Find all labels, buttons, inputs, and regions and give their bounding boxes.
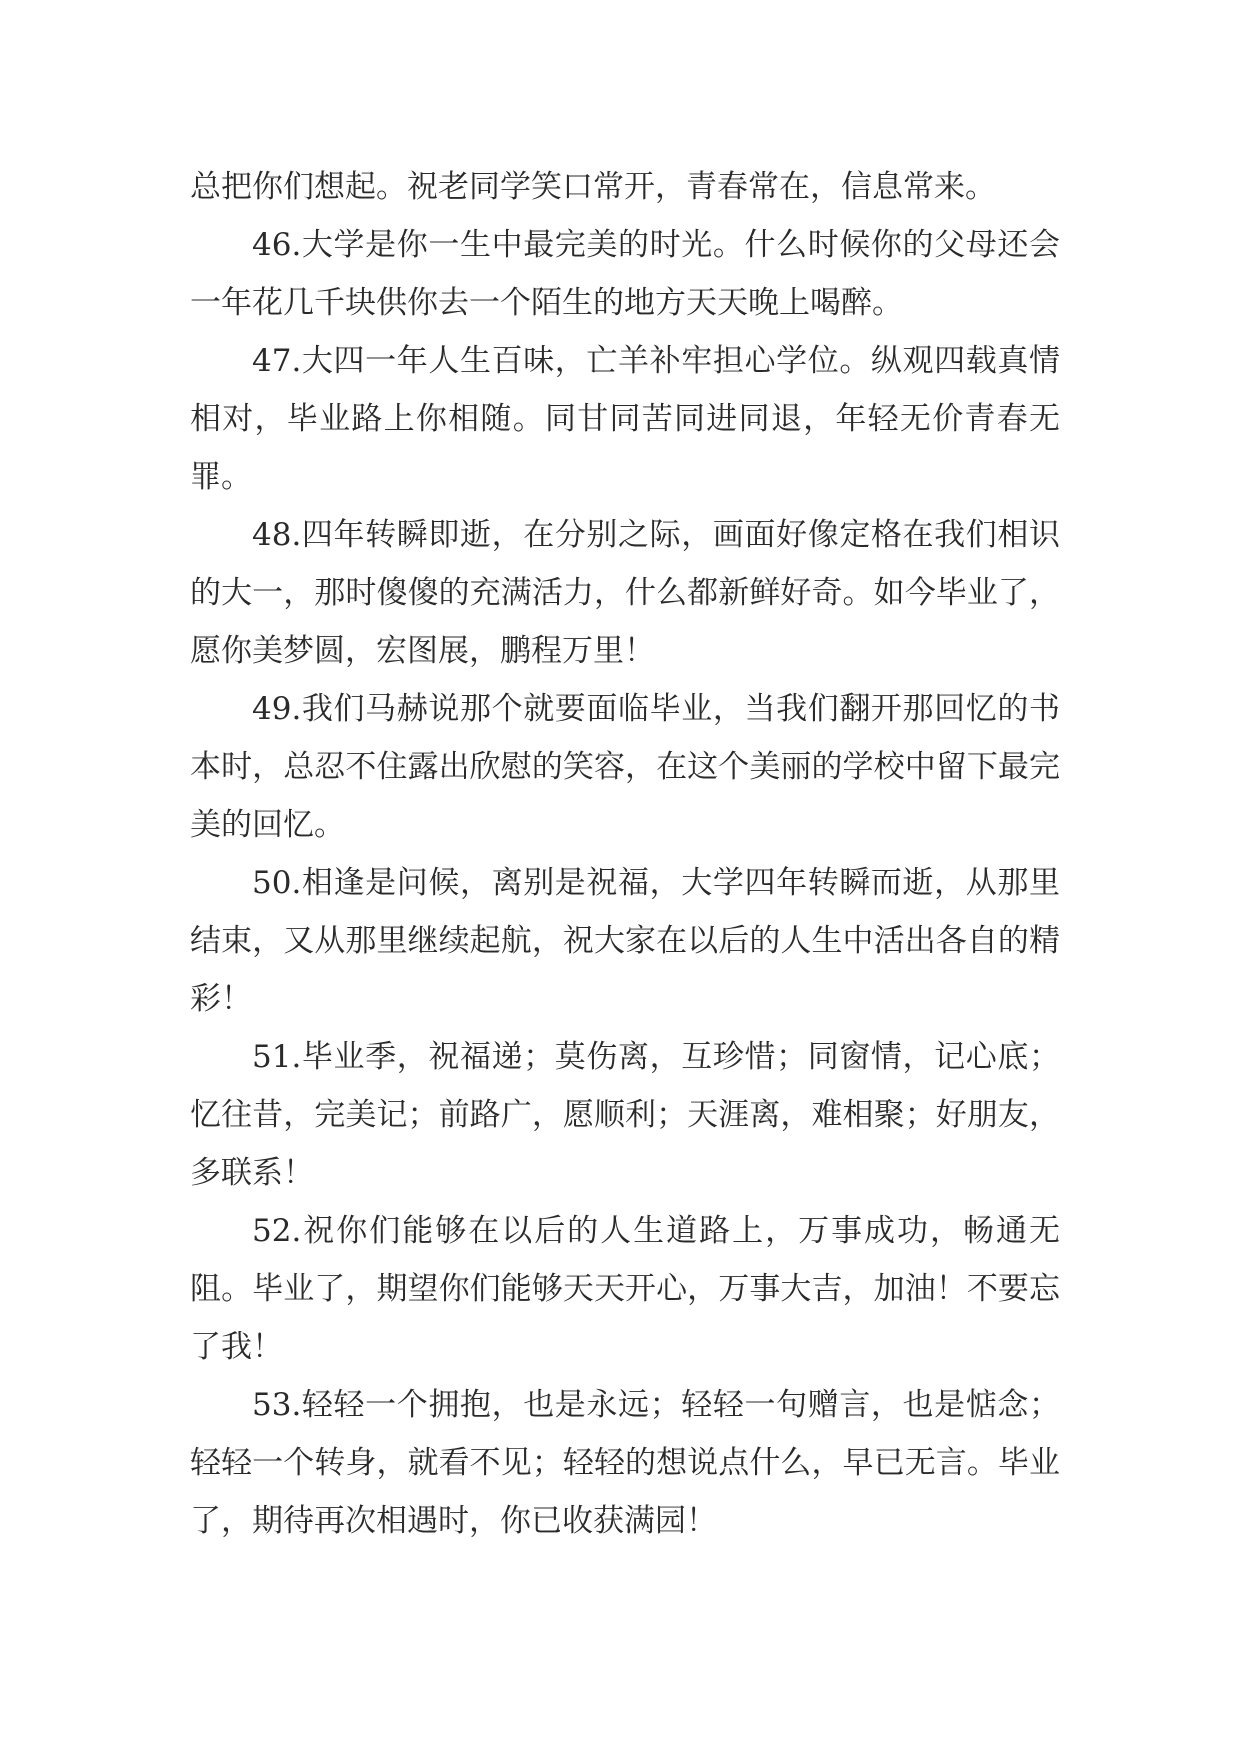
paragraph-51: 51.毕业季，祝福递；莫伤离，互珍惜；同窗情，记心底；忆往昔，完美记；前路广，愿顺利；天涯离，难相聚；好朋友，多联系！ [190,1039,1060,1191]
paragraph-50: 50.相逢是问候，离别是祝福，大学四年转瞬而逝，从那里结束，又从那里继续起航，祝大家在以后的人生中活出各自的精彩！ [190,865,1060,1017]
paragraph-45-continuation: 总把你们想起。祝老同学笑口常开，青春常在，信息常来。 [190,169,996,205]
paragraph-49: 49.我们马赫说那个就要面临毕业，当我们翻开那回忆的书本时，总忍不住露出欣慰的笑容，在这个美丽的学校中留下最完美的回忆。 [190,691,1060,843]
document-body [190,158,1060,1550]
paragraph-46: 46.大学是你一生中最完美的时光。什么时候你的父母还会一年花几千块供你去一个陌生的地方天天晚上喝醉。 [190,227,1060,321]
paragraph-53: 53.轻轻一个拥抱，也是永远；轻轻一句赠言，也是惦念；轻轻一个转身，就看不见；轻轻的想说点什么，早已无言。毕业了，期待再次相遇时，你已收获满园！ [190,1387,1060,1539]
paragraph-52: 52.祝你们能够在以后的人生道路上，万事成功，畅通无阻。毕业了，期望你们能够天天开心，万事大吉，加油！不要忘了我！ [190,1213,1060,1365]
paragraph-47: 47.大四一年人生百味，亡羊补牢担心学位。纵观四载真情相对，毕业路上你相随。同甘同苦同进同退，年轻无价青春无罪。 [190,343,1060,495]
paragraph-48: 48.四年转瞬即逝，在分别之际，画面好像定格在我们相识的大一，那时傻傻的充满活力，什么都新鲜好奇。如今毕业了，愿你美梦圆，宏图展，鹏程万里！ [190,517,1060,669]
